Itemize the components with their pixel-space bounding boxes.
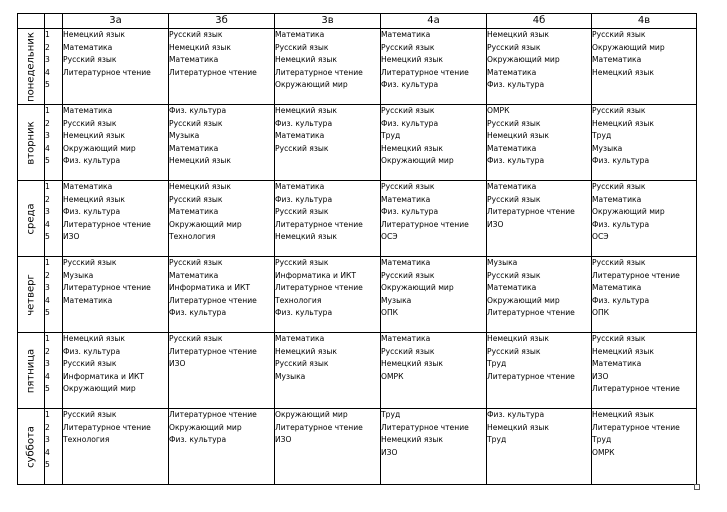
lesson-subject: Математика (169, 143, 219, 153)
lesson-subject: Русский язык (275, 143, 329, 153)
lesson-subject: Труд (381, 410, 401, 419)
lessons-cell-3b (169, 409, 275, 485)
lesson-numbers-cell (45, 181, 63, 257)
lesson-subject: Физ. культура (63, 346, 121, 356)
lessons-cell-3b (169, 29, 275, 105)
class-header-4a: 4а (381, 14, 487, 29)
day-row (18, 105, 697, 181)
lesson-subject: Литературное чтение (63, 283, 151, 292)
lessons-cell-3v (275, 409, 381, 485)
lesson-numbers-cell (45, 409, 63, 485)
header-row (18, 14, 697, 29)
lesson-subject: Музыка (381, 295, 412, 305)
lessons-cell-4b (487, 333, 592, 409)
lessons-cell-3a (63, 333, 169, 409)
lesson-subject: Литературное чтение (487, 207, 575, 216)
lesson-subject: Математика (487, 67, 537, 77)
class-header-3a: 3а (63, 14, 169, 29)
lesson-number: 3 (45, 55, 50, 64)
lesson-subject: Русский язык (487, 194, 541, 204)
lesson-subject: Физ. культура (487, 156, 545, 165)
day-cell (18, 409, 45, 485)
lesson-number: 2 (45, 346, 50, 356)
class-header-4v: 4в (592, 14, 697, 29)
lesson-number: 1 (45, 182, 50, 191)
lesson-subject: Немецкий язык (63, 194, 126, 204)
lesson-subject: Труд (592, 131, 612, 140)
lesson-subject: Математика (487, 143, 537, 153)
lesson-subject: Литературное чтение (169, 346, 257, 356)
lessons-cell-3a (63, 29, 169, 105)
day-row (18, 29, 697, 105)
lesson-subject: Окружающий мир (381, 156, 454, 165)
lesson-subject: Музыка (169, 131, 200, 140)
lessons-cell-4a (381, 333, 487, 409)
day-cell (18, 181, 45, 257)
lesson-subject: Русский язык (63, 55, 117, 64)
lesson-subject: Окружающий мир (487, 55, 560, 64)
lesson-subject: Литературное чтение (275, 219, 363, 229)
lesson-subject: Русский язык (381, 346, 435, 356)
lesson-subject: Литературное чтение (63, 422, 151, 432)
lesson-number: 1 (45, 410, 50, 419)
lessons-cell-4a (381, 409, 487, 485)
lesson-subject: ОМРК (487, 106, 510, 115)
lesson-subject: Русский язык (381, 270, 435, 280)
lesson-subject: Литературное чтение (592, 270, 680, 280)
lesson-subject: ИЗО (487, 219, 504, 229)
lesson-number: 2 (45, 194, 50, 204)
lesson-subject: Русский язык (275, 207, 329, 216)
lesson-subject: Немецкий язык (381, 435, 444, 444)
lesson-subject: Немецкий язык (275, 55, 338, 64)
lessons-cell-4v (592, 257, 697, 333)
lesson-subject: Литературное чтение (381, 219, 469, 229)
day-row (18, 257, 697, 333)
lesson-numbers-cell (45, 333, 63, 409)
lesson-subject: Окружающий мир (169, 219, 242, 229)
lesson-subject: Математика (275, 182, 325, 191)
lesson-subject: Немецкий язык (592, 67, 655, 77)
lesson-subject: Окружающий мир (63, 384, 136, 393)
lesson-subject: Математика (487, 182, 537, 191)
lesson-subject: Немецкий язык (592, 118, 655, 128)
lesson-subject: Математика (381, 194, 431, 204)
lesson-subject: Немецкий язык (275, 232, 338, 241)
lessons-cell-4b (487, 181, 592, 257)
lesson-subject: Немецкий язык (381, 143, 444, 153)
day-cell (18, 333, 45, 409)
lesson-subject: Математика (169, 270, 219, 280)
lesson-subject: ОМРК (381, 371, 404, 381)
lessons-cell-4a (381, 181, 487, 257)
day-label: четверг (25, 273, 37, 316)
lesson-subject: ОПК (592, 308, 610, 317)
day-row (18, 409, 697, 485)
class-header-3b: 3б (169, 14, 275, 29)
lesson-subject: Литературное чтение (169, 295, 257, 305)
lesson-number: 4 (45, 143, 50, 153)
lesson-subject: Музыка (487, 258, 518, 267)
lesson-subject: Физ. культура (169, 106, 227, 115)
lesson-number: 4 (45, 447, 50, 457)
lesson-subject: Русский язык (592, 30, 646, 39)
lesson-subject: Математика (381, 258, 431, 267)
lessons-cell-4a (381, 29, 487, 105)
day-label: среда (25, 202, 37, 235)
lesson-subject: Физ. культура (487, 410, 545, 419)
lesson-subject: ИЗО (275, 435, 292, 444)
lesson-subject: Русский язык (487, 118, 541, 128)
lesson-subject: Русский язык (487, 346, 541, 356)
lesson-subject: Русский язык (592, 106, 646, 115)
lesson-subject: Литературное чтение (275, 283, 363, 292)
lesson-number: 2 (45, 270, 50, 280)
lesson-subject: Математика (63, 106, 113, 115)
lessons-cell-4b (487, 257, 592, 333)
lesson-subject: Немецкий язык (63, 30, 126, 39)
lessons-cell-4b (487, 29, 592, 105)
lesson-subject: Математика (487, 283, 537, 292)
lesson-subject: Литературное чтение (275, 67, 363, 77)
lesson-subject: Немецкий язык (275, 106, 338, 115)
lessons-cell-4v (592, 333, 697, 409)
lesson-subject: Русский язык (275, 258, 329, 267)
lesson-subject: Математика (169, 55, 219, 64)
lesson-number: 5 (45, 80, 50, 89)
day-label: понедельник (25, 31, 37, 102)
lesson-subject: Труд (487, 359, 507, 368)
lesson-number: 1 (45, 106, 50, 115)
lesson-number: 1 (45, 258, 50, 267)
day-cell (18, 105, 45, 181)
day-label: суббота (25, 425, 37, 468)
lesson-subject: ОПК (381, 308, 399, 317)
lesson-subject: Физ. культура (381, 118, 439, 128)
lesson-subject: Немецкий язык (487, 334, 550, 343)
lessons-cell-3b (169, 257, 275, 333)
lesson-number: 5 (45, 156, 50, 165)
lesson-subject: Математика (275, 334, 325, 343)
lesson-subject: Русский язык (169, 258, 223, 267)
class-header-4b: 4б (487, 14, 592, 29)
lesson-subject: Окружающий мир (592, 207, 665, 216)
lesson-subject: Немецкий язык (487, 30, 550, 39)
lesson-subject: Информатика и ИКТ (275, 270, 357, 280)
lesson-numbers-cell (45, 257, 63, 333)
lesson-number: 2 (45, 422, 50, 432)
lesson-subject: ОСЭ (592, 232, 609, 241)
lesson-subject: Физ. культура (275, 308, 333, 317)
lesson-numbers-cell (45, 105, 63, 181)
lessons-cell-3v (275, 181, 381, 257)
lesson-subject: Технология (169, 232, 216, 241)
corner-cell (18, 14, 45, 29)
lesson-subject: Литературное чтение (63, 219, 151, 229)
lesson-subject: Русский язык (381, 182, 435, 191)
lesson-subject: Русский язык (381, 106, 435, 115)
lesson-subject: Немецкий язык (275, 346, 338, 356)
lesson-subject: Физ. культура (63, 207, 121, 216)
lesson-subject: Математика (63, 295, 113, 305)
schedule-body (18, 29, 697, 485)
lesson-number: 3 (45, 131, 50, 140)
lesson-subject: Русский язык (63, 359, 117, 368)
lesson-subject: Русский язык (63, 258, 117, 267)
lesson-subject: Математика (592, 194, 642, 204)
lesson-subject: Немецкий язык (592, 346, 655, 356)
lesson-subject: Немецкий язык (487, 131, 550, 140)
lesson-subject: Литературное чтение (487, 308, 575, 317)
lesson-subject: Немецкий язык (63, 131, 126, 140)
lesson-subject: Литературное чтение (592, 384, 680, 393)
lesson-number: 5 (45, 460, 50, 469)
lesson-subject: Окружающий мир (592, 42, 665, 52)
lesson-subject: Информатика и ИКТ (169, 283, 251, 292)
lesson-subject: ОСЭ (381, 232, 398, 241)
lesson-subject: Литературное чтение (63, 67, 151, 77)
lesson-number: 4 (45, 67, 50, 77)
lesson-subject: Литературное чтение (592, 422, 680, 432)
lesson-subject: Литературное чтение (169, 67, 257, 77)
lesson-subject: Немецкий язык (487, 422, 550, 432)
lesson-subject: Информатика и ИКТ (63, 371, 145, 381)
lesson-subject: ИЗО (381, 447, 398, 457)
lesson-number: 1 (45, 334, 50, 343)
lesson-subject: Русский язык (169, 194, 223, 204)
lessons-cell-3v (275, 333, 381, 409)
lesson-subject: Русский язык (592, 258, 646, 267)
lesson-number: 3 (45, 283, 50, 292)
lesson-subject: Математика (63, 182, 113, 191)
lesson-subject: Физ. культура (63, 156, 121, 165)
lesson-subject: Немецкий язык (169, 156, 232, 165)
lesson-subject: Русский язык (169, 334, 223, 343)
lessons-cell-3a (63, 409, 169, 485)
lesson-subject: Русский язык (169, 118, 223, 128)
lesson-subject: Труд (487, 435, 507, 444)
lesson-subject: Математика (169, 207, 219, 216)
lesson-subject: ИЗО (592, 371, 609, 381)
lesson-subject: Физ. культура (592, 219, 650, 229)
lesson-number: 5 (45, 308, 50, 317)
lesson-subject: Немецкий язык (63, 334, 126, 343)
lesson-numbers-cell (45, 29, 63, 105)
lesson-subject: Окружающий мир (63, 143, 136, 153)
lesson-subject: Физ. культура (275, 118, 333, 128)
lesson-subject: Окружающий мир (275, 80, 348, 89)
lesson-subject: Литературное чтение (169, 410, 257, 419)
lessons-cell-3v (275, 257, 381, 333)
lesson-subject: Труд (381, 131, 401, 140)
lessons-cell-3b (169, 181, 275, 257)
lesson-subject: ИЗО (169, 359, 186, 368)
lesson-subject: Труд (592, 435, 612, 444)
lesson-subject: Русский язык (275, 42, 329, 52)
lesson-number: 3 (45, 207, 50, 216)
lesson-number: 4 (45, 295, 50, 305)
lesson-number: 3 (45, 359, 50, 368)
lesson-subject: Музыка (275, 371, 306, 381)
lesson-subject: Математика (275, 30, 325, 39)
day-row (18, 333, 697, 409)
lesson-subject: Физ. культура (169, 435, 227, 444)
lesson-subject: Литературное чтение (381, 422, 469, 432)
lesson-subject: Математика (592, 283, 642, 292)
lesson-subject: Физ. культура (169, 308, 227, 317)
lesson-subject: Математика (381, 30, 431, 39)
lesson-subject: Русский язык (592, 334, 646, 343)
day-cell (18, 29, 45, 105)
lesson-subject: Немецкий язык (592, 410, 655, 419)
lessons-cell-3a (63, 181, 169, 257)
lesson-number: 5 (45, 384, 50, 393)
lesson-subject: Математика (592, 55, 642, 64)
lesson-subject: Математика (592, 359, 642, 368)
lesson-subject: Русский язык (63, 118, 117, 128)
lessons-cell-3b (169, 333, 275, 409)
lesson-number: 5 (45, 232, 50, 241)
lesson-subject: Физ. культура (592, 156, 650, 165)
lesson-subject: Технология (63, 435, 110, 444)
lesson-subject: Окружающий мир (275, 410, 348, 419)
lesson-subject: Математика (63, 42, 113, 52)
lessons-cell-3a (63, 105, 169, 181)
lesson-number: 4 (45, 371, 50, 381)
day-cell (18, 257, 45, 333)
lessons-cell-3b (169, 105, 275, 181)
lesson-subject: Литературное чтение (275, 422, 363, 432)
lesson-subject: Русский язык (63, 410, 117, 419)
lesson-number: 3 (45, 435, 50, 444)
lesson-subject: Русский язык (592, 182, 646, 191)
lesson-subject: Окружающий мир (169, 422, 242, 432)
lesson-number: 2 (45, 118, 50, 128)
lesson-subject: Русский язык (487, 270, 541, 280)
lesson-subject: ИЗО (63, 232, 80, 241)
lessons-cell-3v (275, 105, 381, 181)
class-header-3v: 3в (275, 14, 381, 29)
lesson-subject: Русский язык (275, 359, 329, 368)
lesson-subject: Технология (275, 295, 322, 305)
corner-cell-numbers (45, 14, 63, 29)
lesson-subject: Окружающий мир (381, 283, 454, 292)
lessons-cell-3v (275, 29, 381, 105)
lesson-number: 2 (45, 42, 50, 52)
lesson-number: 4 (45, 219, 50, 229)
lessons-cell-4a (381, 257, 487, 333)
lesson-subject: Литературное чтение (381, 67, 469, 77)
lesson-subject: Математика (275, 131, 325, 140)
lesson-subject: Математика (381, 334, 431, 343)
lessons-cell-3a (63, 257, 169, 333)
table-resize-handle[interactable] (694, 484, 700, 490)
day-label: вторник (25, 120, 37, 165)
lesson-subject: Окружающий мир (487, 295, 560, 305)
lesson-subject: Физ. культура (592, 295, 650, 305)
lessons-cell-4v (592, 105, 697, 181)
lessons-cell-4a (381, 105, 487, 181)
lesson-subject: Русский язык (381, 42, 435, 52)
lesson-subject: Физ. культура (381, 207, 439, 216)
lesson-subject: Музыка (63, 270, 94, 280)
day-row (18, 181, 697, 257)
lessons-cell-4v (592, 409, 697, 485)
lesson-subject: Немецкий язык (169, 182, 232, 191)
lesson-subject: Русский язык (169, 30, 223, 39)
lesson-subject: Физ. культура (487, 80, 545, 89)
lesson-subject: ОМРК (592, 447, 615, 457)
lesson-subject: Немецкий язык (381, 55, 444, 64)
lessons-cell-4v (592, 29, 697, 105)
lesson-subject: Литературное чтение (487, 371, 575, 381)
lesson-subject: Музыка (592, 143, 623, 153)
lessons-cell-4v (592, 181, 697, 257)
lessons-cell-4b (487, 105, 592, 181)
lesson-subject: Немецкий язык (381, 359, 444, 368)
lesson-number: 1 (45, 30, 50, 39)
schedule-table (17, 13, 697, 485)
day-label: пятница (25, 348, 37, 393)
schedule-sheet (17, 13, 697, 485)
lesson-subject: Физ. культура (381, 80, 439, 89)
lesson-subject: Физ. культура (275, 194, 333, 204)
lesson-subject: Немецкий язык (169, 42, 232, 52)
lessons-cell-4b (487, 409, 592, 485)
lesson-subject: Русский язык (487, 42, 541, 52)
